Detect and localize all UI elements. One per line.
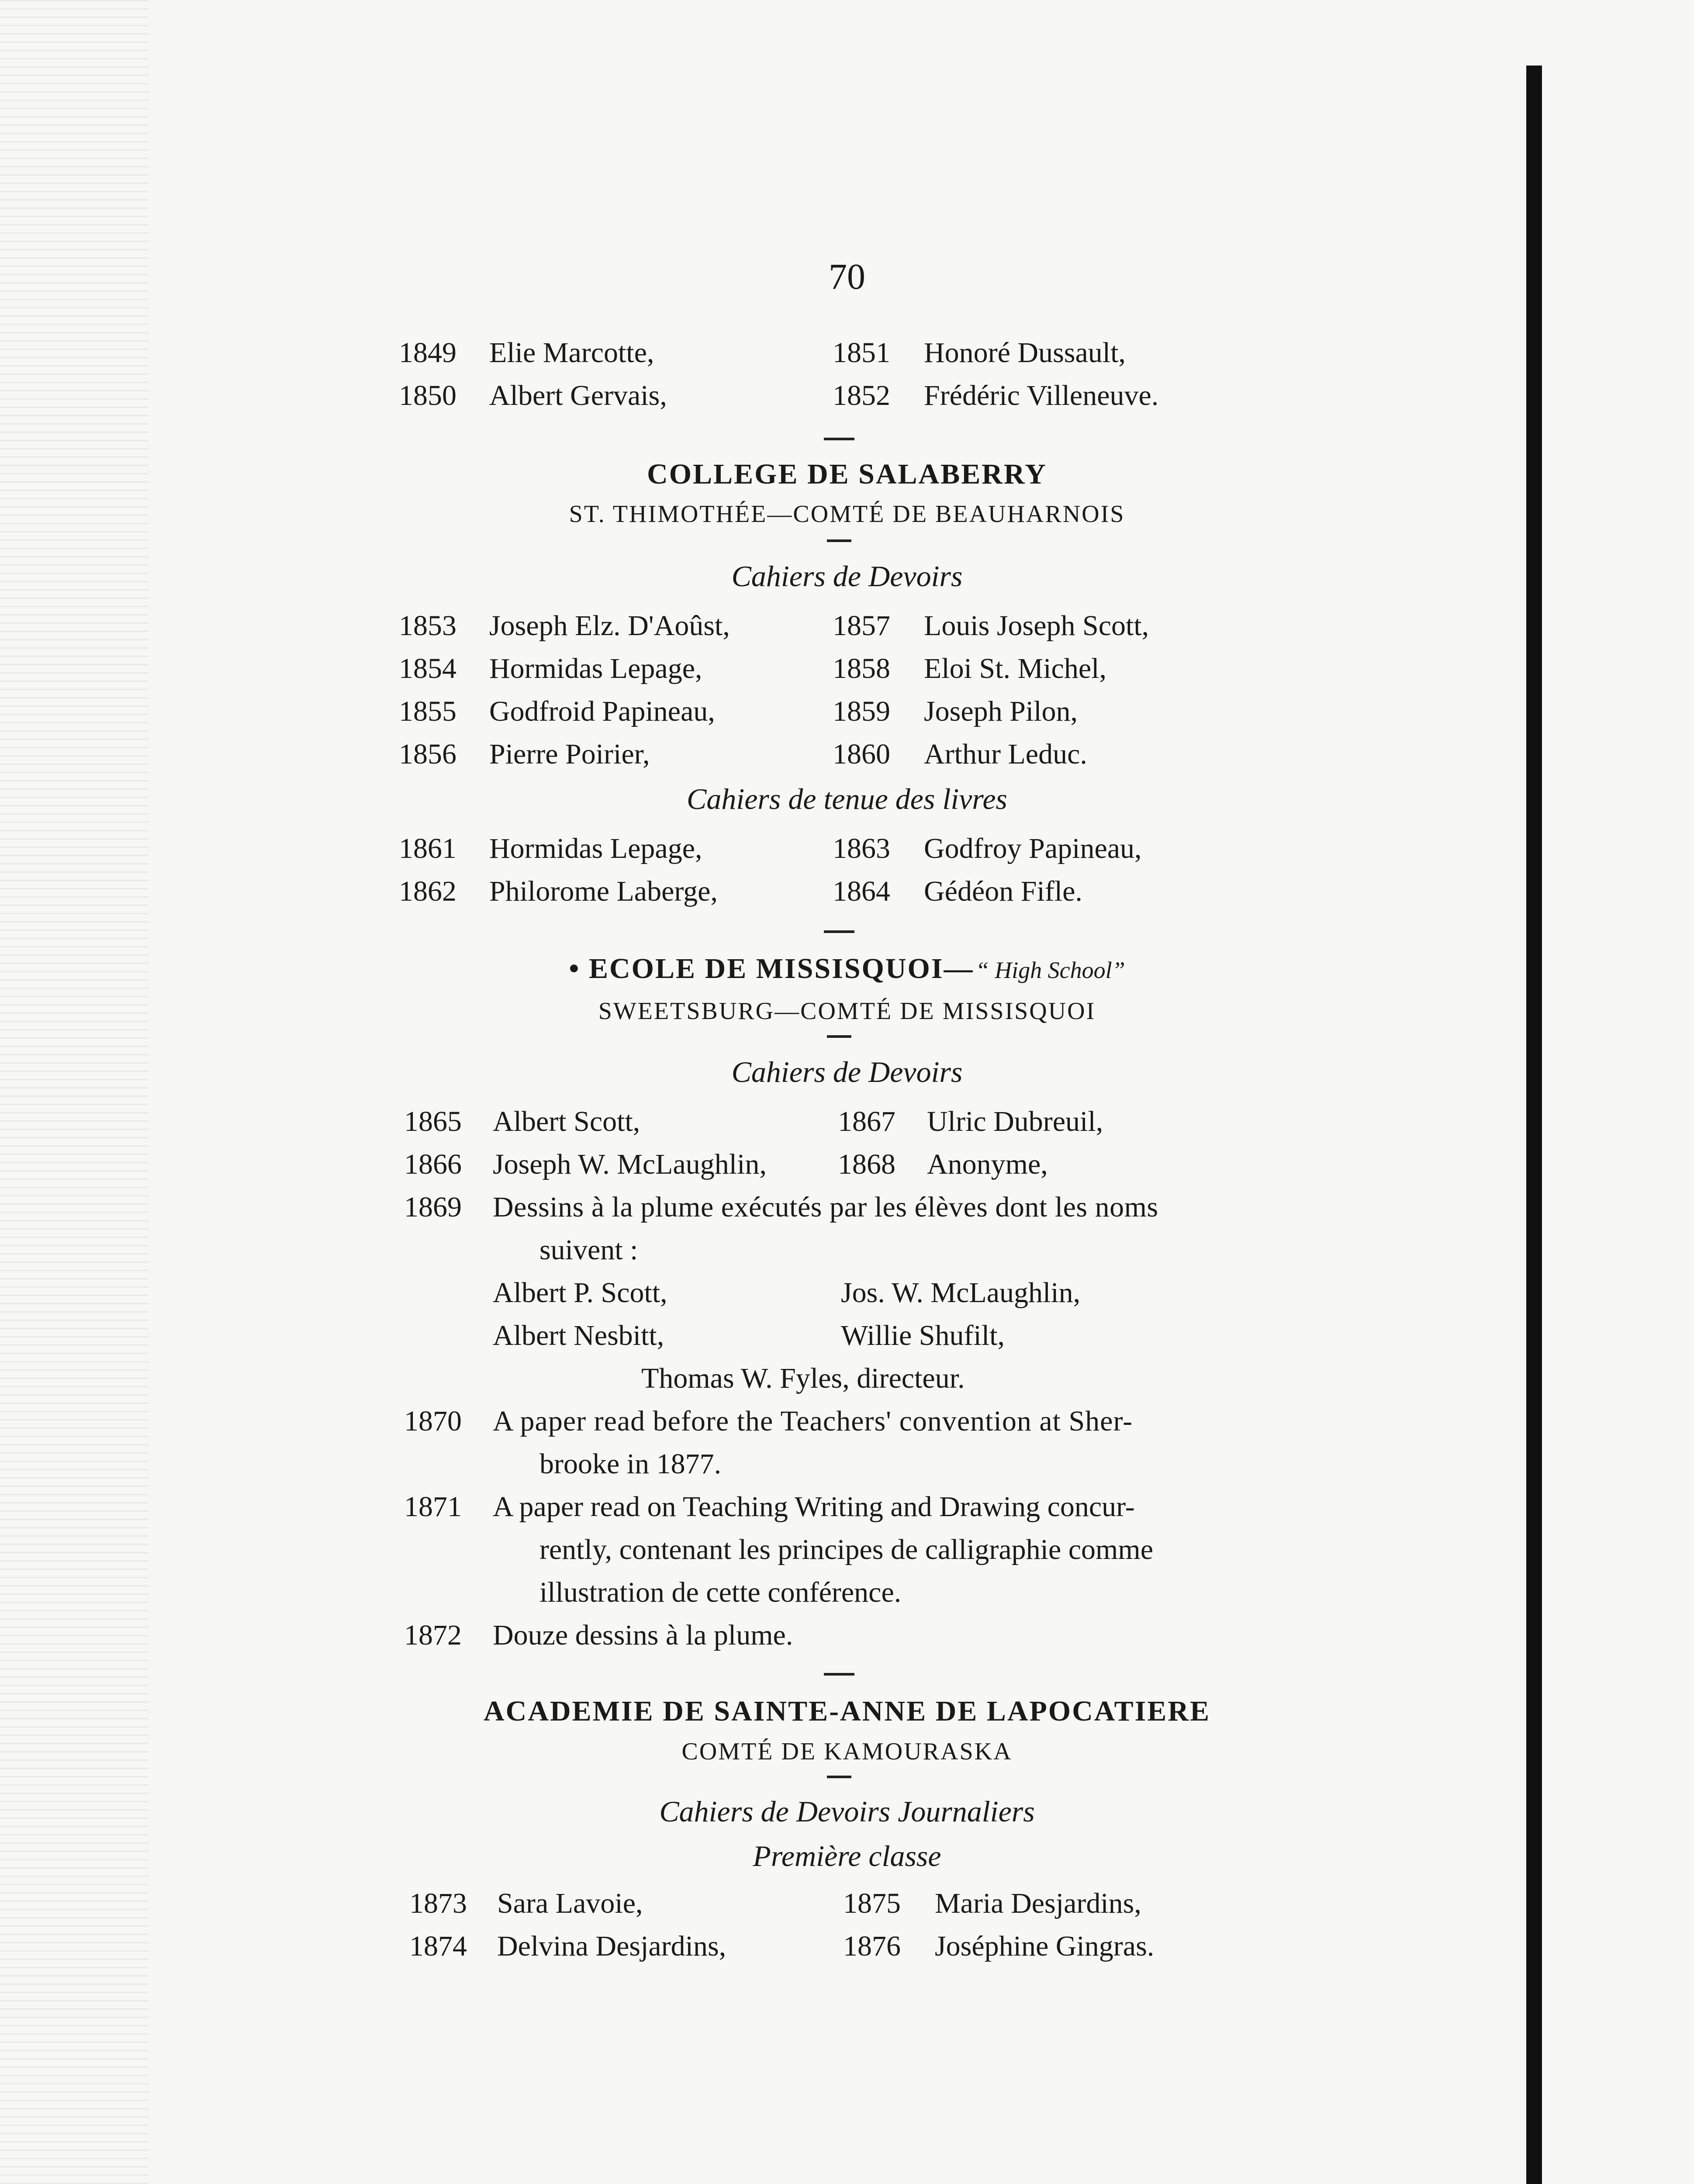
subheading-cahiers-devoirs: Cahiers de Devoirs (731, 1055, 963, 1089)
entry-text: A paper read before the Teachers' convention at Sher- (493, 1405, 1133, 1437)
year: 1870 (404, 1405, 462, 1437)
year-1851: 1851 (833, 337, 890, 369)
separator-dash (824, 438, 854, 440)
subheading-tenue-livres: Cahiers de tenue des livres (687, 782, 1007, 816)
pupil-name: Albert P. Scott, (493, 1277, 667, 1309)
entry-name: Maria Desjardins, (935, 1887, 1141, 1919)
year: 1861 (399, 833, 456, 864)
year: 1855 (399, 695, 456, 727)
entry-name: Philorome Laberge, (489, 875, 718, 907)
year: 1862 (399, 875, 456, 907)
year: 1853 (399, 610, 456, 642)
pupil-name: Albert Nesbitt, (493, 1320, 664, 1351)
entry-name: Elie Marcotte, (489, 337, 654, 369)
year-1850: 1850 (399, 380, 456, 411)
entry-text: rently, contenant les principes de calligraphie comme (539, 1534, 1154, 1565)
year: 1873 (409, 1887, 467, 1919)
year: 1875 (843, 1887, 901, 1919)
year-1852: 1852 (833, 380, 890, 411)
entry-name: Delvina Desjardins, (497, 1930, 726, 1962)
entry-name: Albert Gervais, (489, 380, 667, 411)
section-title-salaberry: COLLEGE DE SALABERRY (647, 458, 1047, 490)
entry-text: suivent : (539, 1234, 638, 1266)
subheading-cahiers-devoirs: Cahiers de Devoirs (731, 560, 963, 593)
entry-name: Joseph W. McLaughlin, (493, 1148, 767, 1180)
year: 1874 (409, 1930, 467, 1962)
entry-name: Louis Joseph Scott, (924, 610, 1149, 642)
year: 1860 (833, 738, 890, 770)
section-title-missisquoi: • ECOLE DE MISSISQUOI— (569, 953, 974, 985)
entry-name: Joseph Pilon, (924, 695, 1078, 727)
entry-name: Sara Lavoie, (497, 1887, 643, 1919)
entry-name: Godfroy Papineau, (924, 833, 1142, 864)
entry-name: Eloi St. Michel, (924, 653, 1106, 684)
year: 1858 (833, 653, 890, 684)
year: 1859 (833, 695, 890, 727)
subheading-premiere-classe: Première classe (753, 1839, 941, 1873)
separator-dash (827, 1035, 851, 1038)
entry-name: Gédéon Fifle. (924, 875, 1082, 907)
year: 1857 (833, 610, 890, 642)
year: 1856 (399, 738, 456, 770)
separator-dash (827, 1776, 851, 1778)
separator-dash (824, 1673, 854, 1676)
separator-dash (827, 539, 851, 542)
entry-name: Frédéric Villeneuve. (924, 380, 1159, 411)
entry-text: A paper read on Teaching Writing and Drawing concur- (493, 1491, 1135, 1523)
pupil-name: Jos. W. McLaughlin, (841, 1277, 1081, 1309)
entry-name: Anonyme, (927, 1148, 1048, 1180)
year: 1872 (404, 1619, 462, 1651)
year: 1864 (833, 875, 890, 907)
entry-text: Dessins à la plume exécutés par les élèves dont les noms (493, 1191, 1158, 1223)
year: 1869 (404, 1191, 462, 1223)
subheading-journaliers: Cahiers de Devoirs Journaliers (659, 1795, 1035, 1828)
entry-name: Albert Scott, (493, 1106, 640, 1137)
section-subtitle: ST. THIMOTHÉE—COMTÉ DE BEAUHARNOIS (569, 501, 1125, 528)
year: 1871 (404, 1491, 462, 1523)
section-subtitle: COMTÉ DE KAMOURASKA (681, 1738, 1013, 1765)
entry-name: Ulric Dubreuil, (927, 1106, 1103, 1137)
section-title-lapocatiere: ACADEMIE DE SAINTE-ANNE DE LAPOCATIERE (484, 1695, 1210, 1727)
page-number: 70 (829, 256, 865, 297)
year: 1866 (404, 1148, 462, 1180)
entry-name: Joseph Elz. D'Aoûst, (489, 610, 730, 642)
year: 1868 (838, 1148, 895, 1180)
entry-name: Honoré Dussault, (924, 337, 1126, 369)
separator-dash (824, 930, 854, 933)
pupil-name: Willie Shufilt, (841, 1320, 1005, 1351)
year: 1854 (399, 653, 456, 684)
entry-text: brooke in 1877. (539, 1448, 722, 1480)
entry-text: illustration de cette conférence. (539, 1576, 902, 1608)
entry-name: Hormidas Lepage, (489, 653, 702, 684)
year: 1865 (404, 1106, 462, 1137)
section-title-italic: “ High School” (975, 957, 1125, 983)
year: 1876 (843, 1930, 901, 1962)
section-subtitle: SWEETSBURG—COMTÉ DE MISSISQUOI (598, 998, 1096, 1025)
year: 1863 (833, 833, 890, 864)
year-1849: 1849 (399, 337, 456, 369)
section-title-missisquoi-line (0, 952, 1694, 985)
entry-name: Joséphine Gingras. (935, 1930, 1155, 1962)
entry-name: Pierre Poirier, (489, 738, 650, 770)
entry-text: Douze dessins à la plume. (493, 1619, 793, 1651)
entry-name: Hormidas Lepage, (489, 833, 702, 864)
entry-name: Godfroid Papineau, (489, 695, 715, 727)
entry-name: Arthur Leduc. (924, 738, 1087, 770)
director: Thomas W. Fyles, directeur. (641, 1362, 965, 1394)
year: 1867 (838, 1106, 895, 1137)
